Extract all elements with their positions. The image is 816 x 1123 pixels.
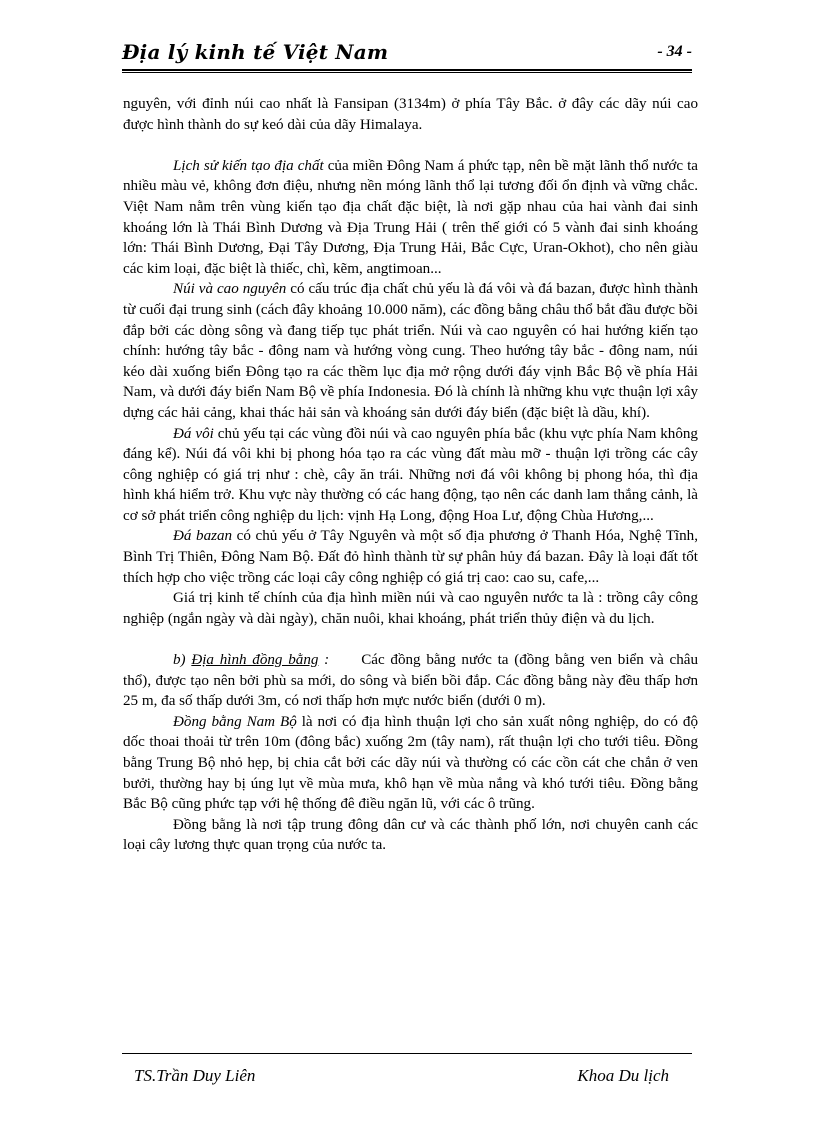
paragraph-southern-delta [123, 712, 698, 815]
paragraph-text: Các đồng bằng nước ta (đồng bằng ven biển và châu thổ), được tạo nên bởi phù sa mới, do sông và biển bồi đắp. Các đồng bằng này đều thấp hơn 25 m, đa số thấp dưới 3m, có nơi thấp hơn mực nước biển (dưới 0 m). [123, 652, 699, 710]
paragraph-intro: nguyên, với đỉnh núi cao nhất là Fansipan (3134m) ở phía Tây Bắc. ở đây các dãy núi cao được hình thành do sự keó dài của dãy Himalaya. [123, 96, 698, 133]
paragraph-lead: Núi và cao nguyên [173, 281, 287, 298]
footer-author: TS.Trần Duy Liên [134, 1066, 256, 1085]
header-divider [122, 69, 692, 73]
document-body [123, 94, 698, 856]
paragraph-text: có chủ yếu ở Tây Nguyên và một số địa phương ở Thanh Hóa, Nghệ Tĩnh, Bình Trị Thiên, Đông Nam Bộ. Đất đỏ hình thành từ sự phân hủy đá bazan. Đây là loại đất tốt thích hợp cho việc trồng các loại cây công nghiệp có giá trị cao: cao su, cafe,... [123, 528, 698, 586]
footer-divider [122, 1053, 692, 1054]
spacer [123, 135, 698, 156]
paragraph-plains-summary: Đồng bằng là nơi tập trung đông dân cư và các thành phố lớn, nơi chuyên canh các loại cây lương thực quan trọng của nước ta. [123, 816, 698, 854]
paragraph-text: có cấu trúc địa chất chủ yếu là đá vôi và đá bazan, được hình thành từ cuối đại trung sinh (cách đây khoảng 10.000 năm), các đồng bằng châu thổ bắt đầu được bồi đắp bởi các dòng sông và đang tiếp tục phát triển. Núi và cao nguyên có hai hướng kiến tạo chính: hướng tây bắc - đông nam và hướng vòng cung. Theo hướng tây bắc - đông nam, núi kéo dài xuống biển Đông tạo ra các thềm lục địa mở rộng dưới đáy vịnh Bắc Bộ về phía Hải Nam, và dưới đáy biển Nam Bộ về phía Indonesia. Đó là chính là những khu vực thuận lợi xây dựng các hải cảng, khai thác hải sản và khoáng sản dưới đáy biển (đặc biệt là dầu, khí). [123, 281, 698, 421]
paragraph-lead: Lịch sử kiến tạo địa chất [173, 157, 324, 174]
section-heading: Địa hình đồng bằng [191, 652, 319, 669]
paragraph-plains [123, 650, 698, 712]
section-label: b) [173, 652, 192, 669]
paragraph-text: là nơi có địa hình thuận lợi cho sản xuất nông nghiệp, do có độ dốc thoai thoải từ trên 10m (đông bắc) xuống 2m (tây nam), rất thuận lợi cho tưới tiêu. Đồng bằng Trung Bộ nhỏ hẹp, bị chia cắt bởi các dãy núi và thường có các cồn cát che chắn ở ven bưởi, thường hay bị úng lụt về mùa mưa, khô hạn về mùa nắng và khó tưới tiêu. Đồng bằng Bắc Bộ cũng phức tạp với hệ thống đê điều ngăn lũ, với các ô trũng. [123, 713, 698, 813]
footer-department: Khoa Du lịch [577, 1066, 669, 1085]
paragraph-text: của miền Đông Nam á phức tạp, nên bề mặt lãnh thổ nước ta nhiều màu vẻ, không đơn điệu, nhưng nền móng lãnh thổ lại tương đối ổn định và vững chắc. Việt Nam nằm trên vùng kiến tạo địa chất đặc biệt, là nơi gặp nhau của hai vành đai sinh khoáng lớn là Thái Bình Dương và Địa Trung Hải ( trên thế giới có 5 vành đai sinh khoáng lớn: Thái Bình Dương, Đại Tây Dương, Địa Trung Hải, Bắc Cực, Uran-Okhot), cho nên giàu các kim loại, đặc biệt là thiếc, chì, kẽm, angtimoan... [123, 157, 698, 277]
page-header [122, 38, 692, 68]
header-title: Địa lý kinh tế Việt Nam [122, 40, 389, 64]
paragraph-tectonic-history [123, 156, 698, 280]
paragraph-lead: Đá bazan [173, 528, 233, 545]
paragraph-basalt [123, 526, 698, 588]
paragraph-economic-value: Giá trị kinh tế chính của địa hình miền núi và cao nguyên nước ta là : trồng cây công nghiệp (ngắn ngày và dài ngày), chăn nuôi, khai khoáng, phát triển thủy điện và du lịch. [123, 590, 698, 627]
paragraph-text: chủ yếu tại các vùng đồi núi và cao nguyên phía bắc (khu vực phía Nam không đáng kể). Núi đá vôi khi bị phong hóa tạo ra các vùng đất màu mỡ - thuận lợi trồng các cây công nghiệp có giá trị như : chè, cây ăn trái. Những nơi đá vôi không bị phong hóa, thì địa hình khá hiểm trở. Khu vực này thường có các hang động, tạo nên các danh lam thắng cảnh, là cơ sở phát triển công nghiệp du lịch: vịnh Hạ Long, động Hoa Lư, động Chùa Hương,... [123, 425, 698, 524]
section-colon: : [318, 652, 330, 669]
paragraph-mountains [123, 279, 698, 423]
paragraph-limestone [123, 424, 698, 527]
paragraph-lead: Đồng bằng Nam Bộ [173, 713, 297, 730]
spacer [123, 629, 698, 650]
page-number: - 34 - [657, 43, 692, 60]
paragraph-lead: Đá vôi [173, 425, 214, 442]
